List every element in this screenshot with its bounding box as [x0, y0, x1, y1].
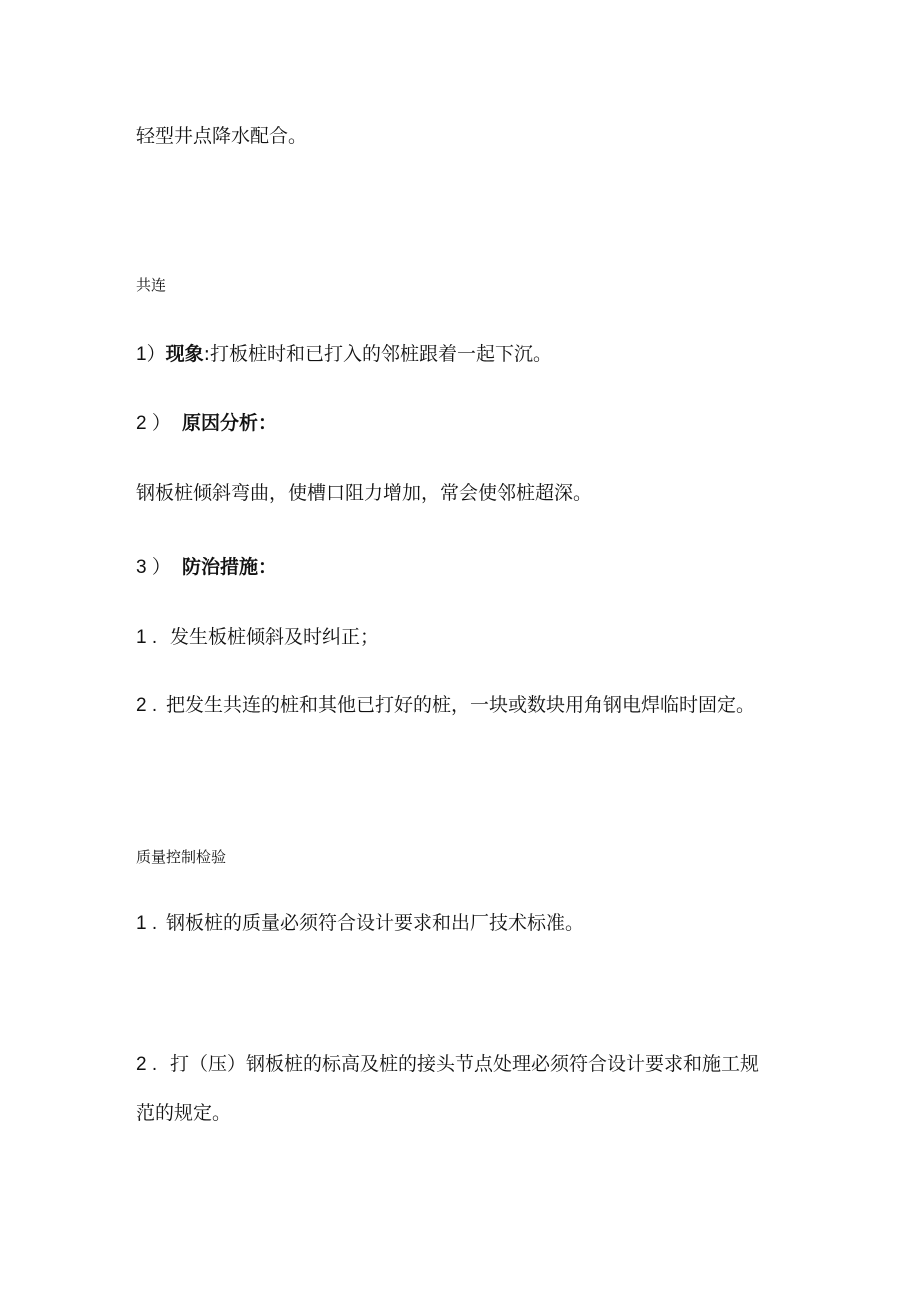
- item-cause-analysis: [136, 411, 277, 436]
- section-heading-gonglian: [136, 273, 166, 297]
- paragraph-cause: [136, 481, 592, 505]
- quality-item-1: [136, 911, 584, 936]
- heading-text: 质量控制检验: [136, 848, 227, 866]
- item-title: 现象: [165, 343, 204, 365]
- sub-item-number: 1 .: [136, 627, 158, 648]
- item-number: 1）: [136, 344, 166, 365]
- item-number: 3 ）: [136, 557, 171, 578]
- quality-item-number: 1 .: [136, 913, 158, 934]
- sub-item-number: 2 .: [136, 695, 158, 716]
- sub-item-2: [136, 693, 755, 718]
- paragraph-text: 轻型井点降水配合。: [136, 125, 308, 147]
- item-separator: :: [203, 343, 210, 365]
- quality-item-text: 钢板桩的质量必须符合设计要求和出厂技术标准。: [166, 912, 585, 934]
- item-title: 防治措施：: [182, 556, 278, 578]
- item-title: 原因分析：: [182, 412, 278, 434]
- section-heading-quality: [136, 845, 226, 869]
- sub-item-1: [136, 625, 379, 650]
- sub-item-text: 发生板桩倾斜及时纠正；: [170, 626, 380, 648]
- quality-item-text: 打（压）钢板桩的标高及桩的接头节点处理必须符合设计要求和施工规: [170, 1053, 760, 1075]
- quality-item-2-continuation: [136, 1101, 231, 1125]
- heading-text: 共连: [136, 276, 167, 294]
- item-prevention: [136, 555, 277, 580]
- quality-item-2: [136, 1052, 759, 1077]
- sub-item-text: 把发生共连的桩和其他已打好的桩，一块或数块用角钢电焊临时固定。: [166, 694, 756, 716]
- paragraph-light-wellpoint: [136, 124, 307, 148]
- item-phenomenon: [136, 342, 552, 367]
- item-number: 2 ）: [136, 413, 171, 434]
- quality-item-text-cont: 范的规定。: [136, 1102, 232, 1124]
- item-text: 打板桩时和已打入的邻桩跟着一起下沉。: [210, 343, 553, 365]
- quality-item-number: 2 .: [136, 1054, 158, 1075]
- paragraph-text: 钢板桩倾斜弯曲，使槽口阻力增加，常会使邻桩超深。: [136, 482, 593, 504]
